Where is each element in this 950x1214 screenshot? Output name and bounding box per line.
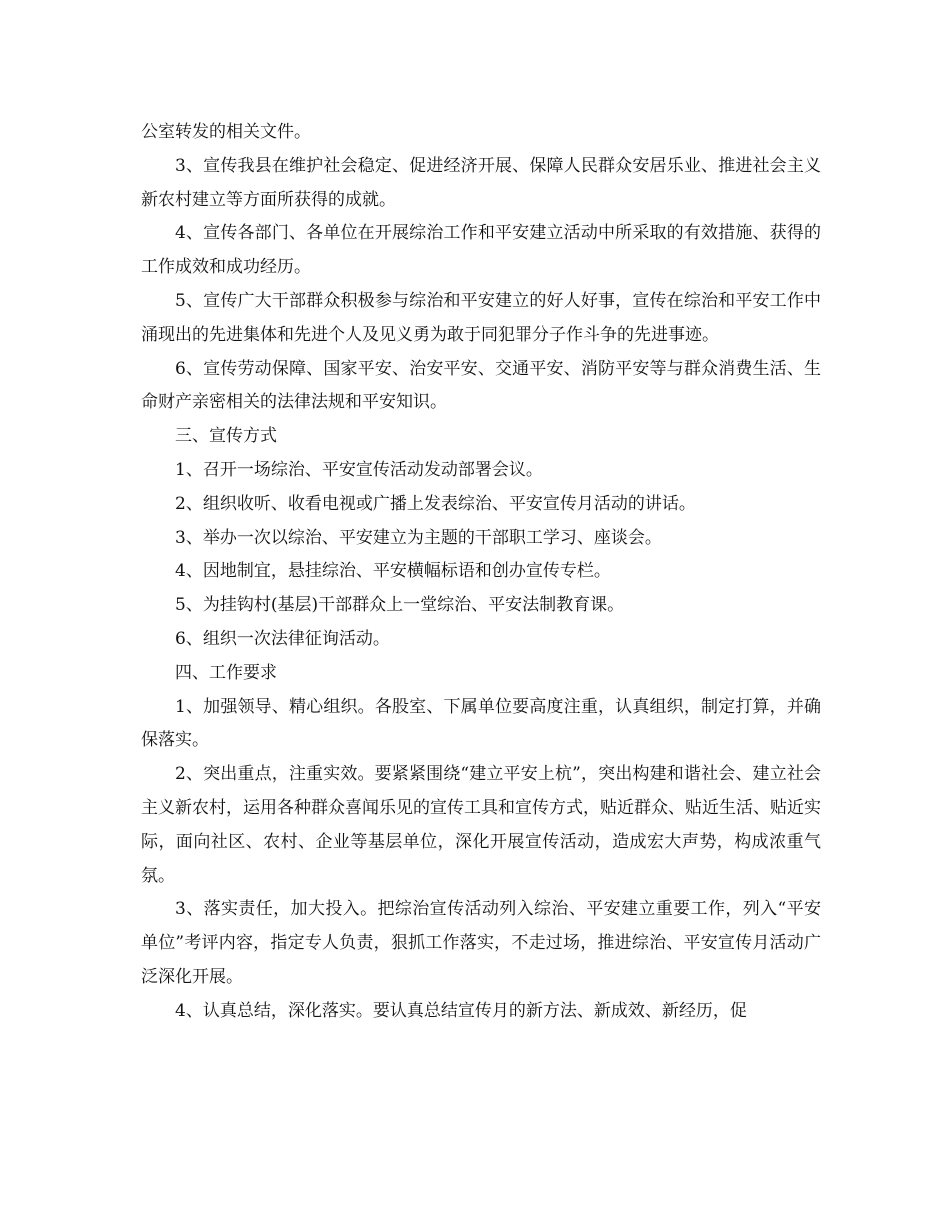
- list-item-requirement-summary: 4、认真总结，深化落实。要认真总结宣传月的新方法、新成效、新经历，促: [175, 1000, 747, 1021]
- list-item-method-seminar: 3、举办一次以综治、平安建立为主题的干部职工学习、座谈会。: [175, 527, 662, 548]
- list-item-method-meeting: 1、召开一场综治、平安宣传活动发动部署会议。: [175, 459, 543, 480]
- list-item-method-lecture: 5、为挂钩村(基层)干部群众上一堂综治、平安法制教育课。: [175, 595, 625, 616]
- list-item-publicize-laws: 6、宣传劳动保障、国家平安、治安平安、交通平安、消防平安等与群众消费生活、生命财产亲密相关的法律法规和平安知识。: [141, 358, 821, 413]
- list-item-requirement-focus: 2、突出重点，注重实效。要紧紧围绕“建立平安上杭”，突出构建和谐社会、建立社会主义新农村，运用各种群众喜闻乐见的宣传工具和宣传方式，贴近群众、贴近生活、贴近实际，面向社区、农村、企业等基层单位，深化开展宣传活动，造成宏大声势，构成浓重气氛。: [141, 764, 821, 886]
- list-item-publicize-achievements: 3、宣传我县在维护社会稳定、促进经济开展、保障人民群众安居乐业、推进社会主义新农村建立等方面所获得的成就。: [141, 155, 821, 210]
- list-item-publicize-measures: 4、宣传各部门、各单位在开展综治工作和平安建立活动中所采取的有效措施、获得的工作成效和成功经历。: [141, 223, 821, 278]
- section-heading-requirements: 四、工作要求: [175, 662, 277, 683]
- document-body: [141, 116, 821, 1029]
- list-item-method-banners: 4、因地制宜，悬挂综治、平安横幅标语和创办宣传专栏。: [175, 561, 611, 582]
- list-item-method-broadcast: 2、组织收听、收看电视或广播上发表综治、平安宣传月活动的讲话。: [175, 493, 696, 514]
- section-heading-methods: 三、宣传方式: [175, 426, 277, 447]
- list-item-requirement-responsibility: 3、落实责任，加大投入。把综治宣传活动列入综治、平安建立重要工作，列入“平安单位”考评内容，指定专人负责，狠抓工作落实，不走过场，推进综治、平安宣传月活动广泛深化开展。: [141, 899, 821, 987]
- list-item-requirement-leadership: 1、加强领导、精心组织。各股室、下属单位要高度注重，认真组织，制定打算，并确保落实。: [141, 696, 821, 751]
- list-item-publicize-good-deeds: 5、宣传广大干部群众积极参与综治和平安建立的好人好事，宣传在综治和平安工作中涌现出的先进集体和先进个人及见义勇为敢于同犯罪分子作斗争的先进事迹。: [141, 290, 821, 345]
- paragraph: 公室转发的相关文件。: [141, 122, 311, 142]
- list-item-method-consultation: 6、组织一次法律征询活动。: [175, 628, 390, 649]
